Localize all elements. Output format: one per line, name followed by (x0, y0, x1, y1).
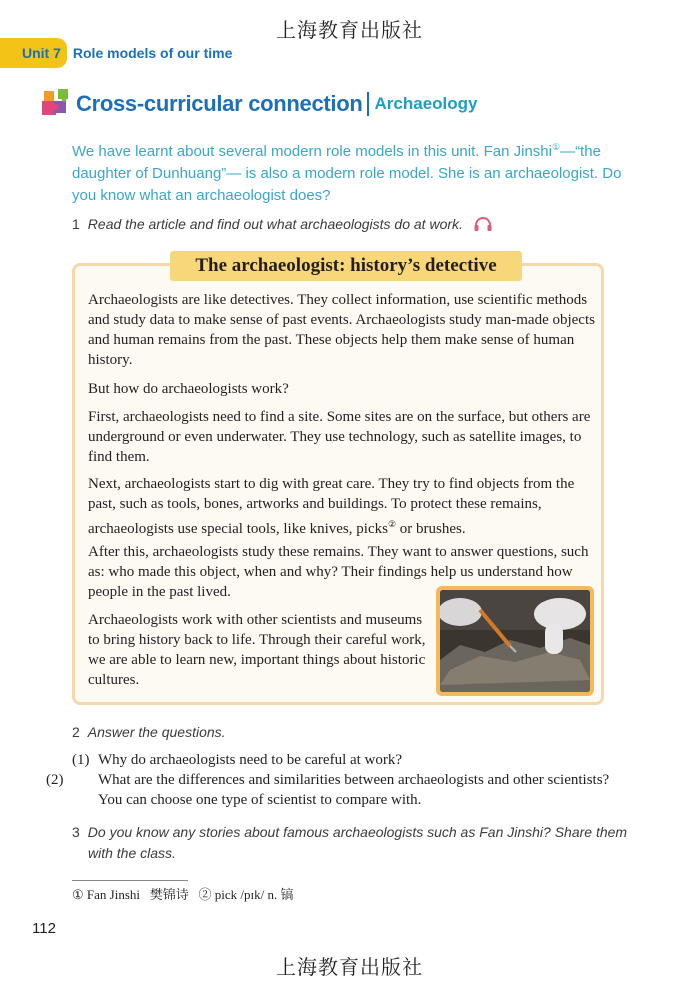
task-1-number: 1 (72, 216, 80, 232)
task-2-number: 2 (72, 724, 80, 740)
footnote-mark-2: ② (387, 519, 397, 529)
section-heading (40, 84, 478, 124)
title-divider (367, 92, 369, 116)
puzzle-icon (40, 87, 74, 121)
article-paragraph-3 (88, 407, 600, 467)
headphones-icon[interactable] (473, 216, 493, 232)
publisher-header: 上海教育出版社 (276, 18, 423, 42)
question-2-number: (2) (46, 772, 64, 788)
task-3-number: 3 (72, 824, 80, 840)
article-p3-text: First, archaeologists need to find a site. Some sites are on the surface, but others are underground or even underwater. They use technology, such as satellite images, to find them. (88, 409, 591, 465)
task-3 (72, 822, 648, 864)
article-p1-text: Archaeologists are like detectives. They collect information, use scientific methods and study data to make sense of past events. Archaeologists study man-made objects and human remains from the past. These objects help them make sense of human history. (88, 292, 595, 368)
article-paragraph-4 (88, 474, 600, 539)
question-2 (46, 770, 632, 810)
article-p4-text-b: or brushes. (396, 521, 466, 537)
question-1-text: Why do archaeologists need to be careful at work? (98, 752, 403, 768)
question-1 (72, 750, 632, 770)
section-title: Cross-curricular connection (76, 91, 363, 116)
task-2 (72, 724, 226, 740)
intro-paragraph (72, 136, 622, 207)
unit-banner (0, 38, 600, 68)
unit-title: Role models of our time (72, 45, 233, 61)
task-2-text: Answer the questions. (87, 724, 226, 740)
footnote-mark-1: ① (551, 142, 561, 152)
article-p2-text: But how do archaeologists work? (88, 381, 289, 397)
article-paragraph-1 (88, 290, 600, 370)
article-paragraph-6 (88, 610, 428, 690)
intro-text-1: We have learnt about several modern role models in this unit. Fan Jinshi (72, 143, 552, 160)
archaeology-photo (440, 590, 590, 692)
article-p4-text-a: Next, archaeologists start to dig with great care. They try to find objects from the past, such as tools, bones, artworks and buildings. To protect these remains, archaeologists use special tools, like knives, picks (88, 476, 575, 537)
section-subtitle: Archaeology (374, 94, 478, 113)
article-paragraph-2 (88, 379, 600, 399)
task-3-text: Do you know any stories about famous archaeologists such as Fan Jinshi? Share them with the class. (87, 824, 628, 861)
footnotes: ① Fan Jinshi 樊锦诗 ② pick /pɪk/ n. 镐 (72, 887, 294, 902)
task-1 (72, 216, 493, 232)
article-title: The archaeologist: history’s detective (170, 251, 522, 281)
footnote-divider (72, 880, 188, 881)
intro-text-2: —“the daughter of Dunhuang”— is also a modern role model. She is an archaeologist. Do you know what an archaeologist does? (72, 143, 622, 204)
page-number: 112 (32, 920, 56, 937)
task-1-text: Read the article and find out what archaeologists do at work. (87, 216, 463, 232)
question-1-number: (1) (72, 752, 90, 768)
publisher-footer: 上海教育出版社 (276, 955, 423, 979)
question-2-text: What are the differences and similarities between archaeologists and other scientists? You can choose one type of scientist to compare with. (98, 772, 610, 808)
unit-label: Unit 7 (0, 38, 67, 68)
article-p5-text: After this, archaeologists study these remains. They want to answer questions, such as: who made this object, when and why? Their findings help us understand how people in the past lived. (88, 544, 589, 600)
article-p6-text: Archaeologists work with other scientists and museums to bring history back to life. Through their careful work, we are able to learn new, important things about historic cultures. (88, 612, 426, 688)
